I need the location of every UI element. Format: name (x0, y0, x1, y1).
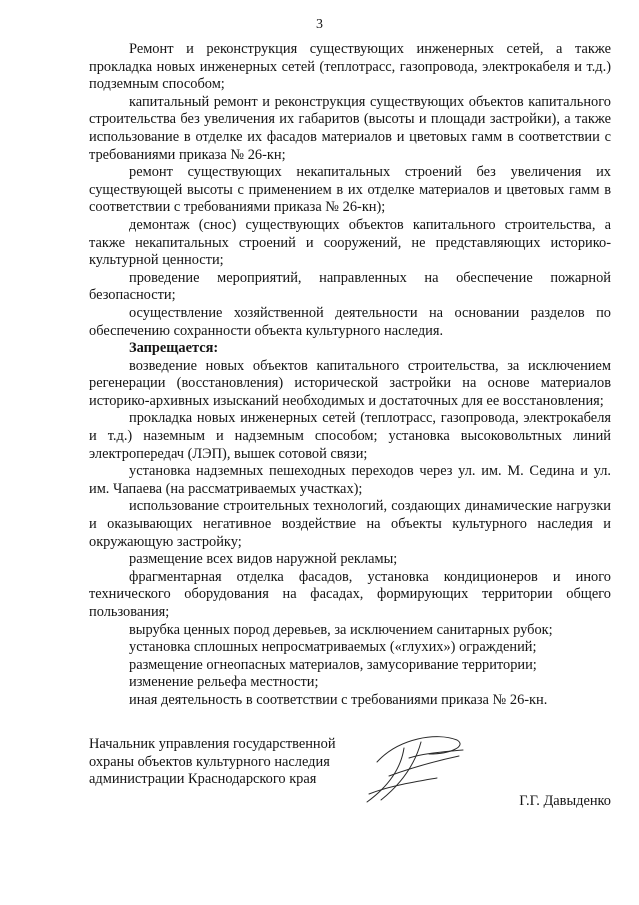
prohibited-item: изменение рельефа местности; (129, 674, 319, 691)
prohibited-item: прокладка новых инженерных сетей (теплотрасс, газопровода, электрокабеля и т.д.) наземным и надземным способом; установка высоковольтных линий электропередач (ЛЭП), вышек сотовой связи; (89, 410, 611, 462)
page-number: 3 (316, 17, 323, 32)
prohibited-item: размещение всех видов наружной рекламы; (129, 551, 398, 568)
paragraph-fire-safety: проведение мероприятий, направленных на обеспечение пожарной безопасности; (89, 269, 611, 304)
handwritten-signature (359, 728, 469, 808)
signatory-position-line: охраны объектов культурного наследия (89, 753, 330, 770)
prohibited-heading: Запрещается: (129, 340, 219, 357)
prohibited-item: установка надземных пешеходных переходов через ул. им. М. Седина и ул. им. Чапаева (на рассматриваемых участках); (89, 463, 611, 497)
paragraph-utility-networks: Ремонт и реконструкция существующих инженерных сетей, а также прокладка новых инженерных сетей (теплотрасс, газопровода, электрокабеля и т.д.) подземным способом; (89, 41, 611, 93)
prohibited-item: возведение новых объектов капитального строительства, за исключением регенерации (восстановления) исторической застройки на основе материалов историко-архивных изысканий необходимых и достаточных для ее восстановления; (89, 357, 611, 409)
prohibited-item: установка сплошных непросматриваемых («глухих») ограждений; (129, 639, 537, 656)
prohibited-item: иная деятельность в соответствии с требованиями приказа № 26-кн. (129, 691, 548, 708)
prohibited-item: вырубка ценных пород деревьев, за исключением санитарных рубок; (129, 621, 553, 638)
signatory-position-line: Начальник управления государственной (89, 736, 336, 752)
signatory-name: Г.Г. Давыденко (519, 793, 611, 809)
paragraph-demolition: демонтаж (снос) существующих объектов капитального строительства, а также некапитальных строений и сооружений, не представляющих историко-культурной ценности; (89, 216, 611, 269)
prohibited-item: использование строительных технологий, создающих динамические нагрузки и оказывающих негативное воздействие на объекты культурного наследия и окружающую застройку; (89, 498, 611, 550)
paragraph-capital-repair: капитальный ремонт и реконструкция существующих объектов капитального строительства без увеличения их габаритов (высоты и площади застройки), а также использование в отделке их фасадов материалов и цветовых гамм в соответствии с требованиями приказа № 26-кн; (89, 93, 611, 163)
prohibited-item: размещение огнеопасных материалов, замусоривание территории; (129, 656, 537, 673)
signature-block (89, 736, 611, 816)
document-body (89, 41, 611, 710)
paragraph-noncapital-repair: ремонт существующих некапитальных строений без увеличения их существующей высоты с применением в их отделке материалов и цветовых гамм в соответствии с требованиями приказа № 26-кн); (89, 164, 611, 216)
prohibited-item: фрагментарная отделка фасадов, установка кондиционеров и иного технического оборудования на фасадах, формирующих территории общего пользования; (89, 568, 611, 620)
paragraph-economic-activity: осуществление хозяйственной деятельности на основании разделов по обеспечению сохранности объекта культурного наследия. (89, 304, 611, 339)
signatory-position (89, 736, 369, 789)
signatory-position-line: администрации Краснодарского края (89, 771, 317, 788)
